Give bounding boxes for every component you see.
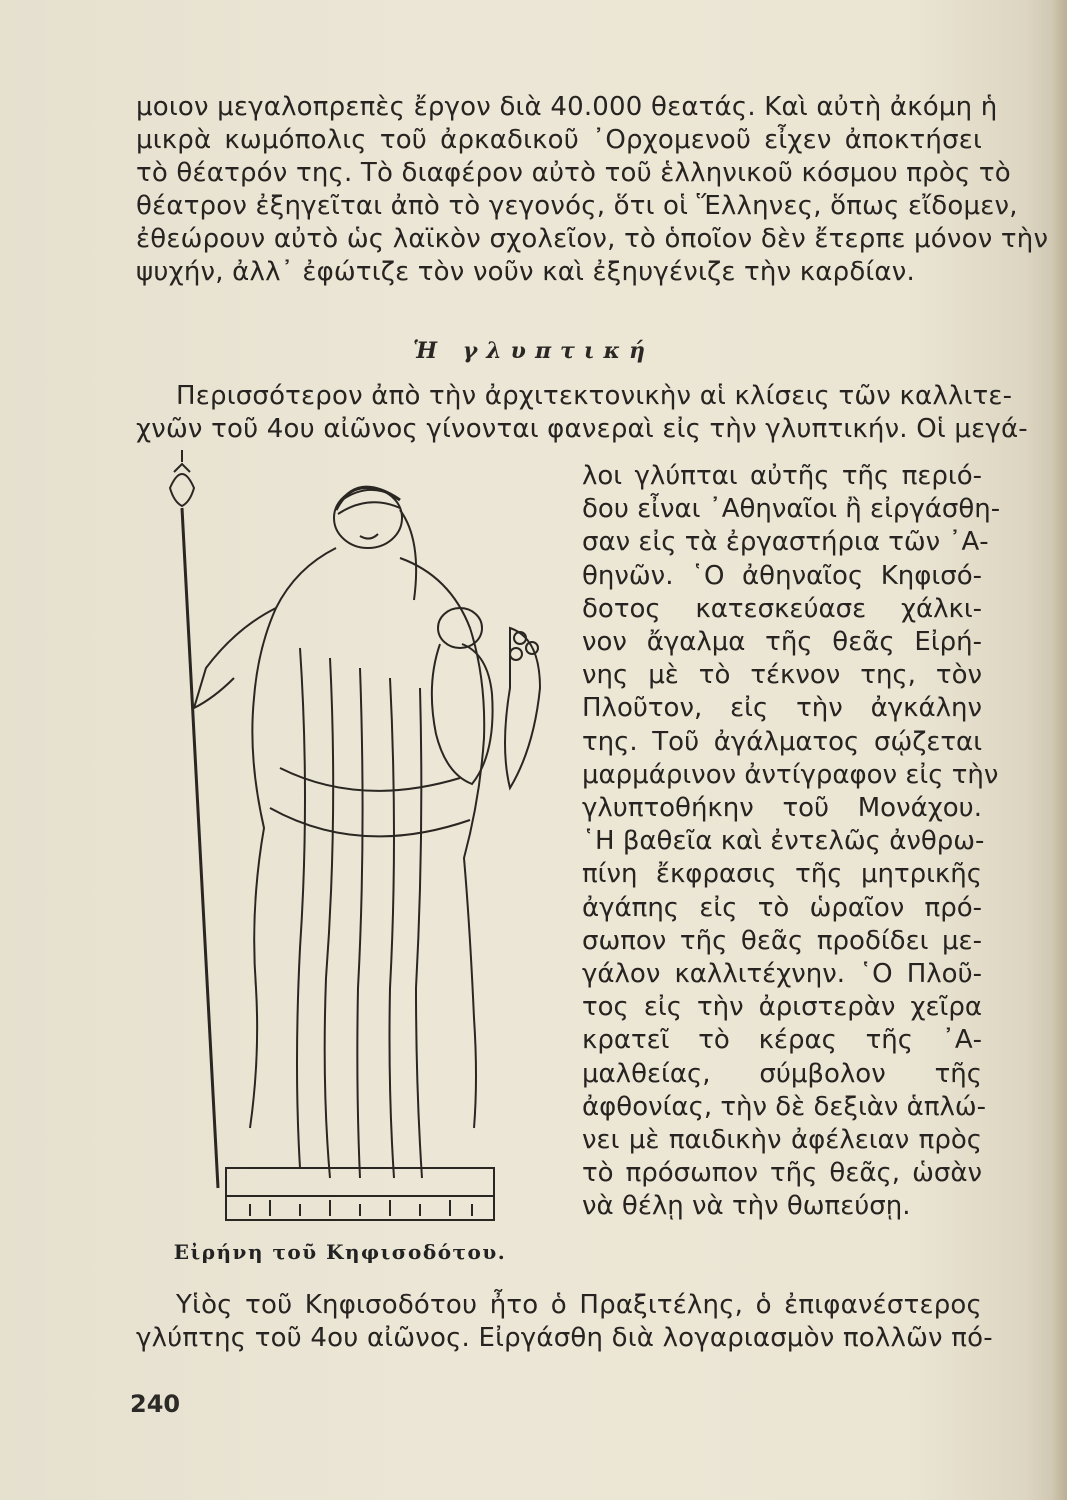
text-line: θηνῶν. ῾Ο ἀθηναῖος Κηφισό- (582, 560, 982, 591)
text-line: γλύπτης τοῦ 4ου αἰῶνος. Εἰργάσθη διὰ λογαριασμὸν πολλῶν πό- (136, 1323, 993, 1353)
text-line: Περισσότερον ἀπὸ τὴν ἀρχιτεκτονικὴν αἱ κλίσεις τῶν καλλιτε- (176, 381, 1013, 411)
text-line: μαρμάρινον ἀντίγραφον εἰς τὴν (582, 759, 999, 790)
figure-caption: Εἰρήνη τοῦ Κηφισοδότου. (173, 1240, 507, 1264)
page-number: 240 (130, 1390, 181, 1418)
paragraph-praxiteles (136, 1289, 993, 1355)
text-line: γλυπτοθήκην τοῦ Μονάχου. (582, 793, 982, 824)
text-line: σαν εἰς τὰ ἐργαστήρια τῶν ᾿Α- (582, 527, 989, 558)
text-line: χνῶν τοῦ 4ου αἰῶνος γίνονται φανεραὶ εἰς τὴν γλυπτικήν. Οἱ μεγά- (136, 414, 1028, 444)
text-line: της. Τοῦ ἀγάλματος σῴζεται (582, 726, 982, 757)
text-line: λοι γλύπται αὐτῆς τῆς περιό- (582, 461, 982, 491)
text-line: μοιον μεγαλοπρεπὲς ἔργον διὰ 40.000 θεατάς. Καὶ αὐτὴ ἀκόμη ἡ (136, 92, 998, 122)
text-line: ψυχήν, ἀλλ᾿ ἐφώτιζε τὸν νοῦν καὶ ἐξηυγένιζε τὴν καρδίαν. (136, 257, 915, 287)
section-heading: Ἡ γλυπτική (413, 338, 654, 364)
text-line: νει μὲ παιδικὴν ἀφέλειαν πρὸς (582, 1125, 982, 1156)
paragraph-theatre (136, 91, 1049, 289)
text-line: μαλθείας, σύμβολον τῆς (582, 1058, 982, 1089)
text-line: νον ἄγαλμα τῆς θεᾶς Εἰρή- (582, 627, 982, 658)
column-text (582, 460, 1001, 1224)
text-line: γάλον καλλιτέχνην. ῾Ο Πλοῦ- (582, 959, 982, 990)
text-line: σωπον τῆς θεᾶς προδίδει με- (582, 925, 982, 956)
text-line: δου εἶναι ᾿Αθηναῖοι ἢ εἰργάσθη- (582, 494, 1001, 525)
text-line: τὸ θέατρόν της. Τὸ διαφέρον αὐτὸ τοῦ ἑλληνικοῦ κόσμου πρὸς τὸ (136, 158, 1011, 188)
text-line: τὸ πρόσωπον τῆς θεᾶς, ὡσὰν (582, 1158, 982, 1189)
text-line: μικρὰ κωμόπολις τοῦ ἀρκαδικοῦ ᾿Ορχομενοῦ εἶχεν ἀποκτήσει (136, 125, 982, 155)
text-line: Υἱὸς τοῦ Κηφισοδότου ἦτο ὁ Πραξιτέλης, ὁ ἐπιφανέστερος (176, 1290, 982, 1320)
text-line: δοτος κατεσκεύασε χάλκι- (582, 593, 982, 624)
paragraph-sculpture-intro (136, 380, 1028, 446)
text-line: τος εἰς τὴν ἀριστερὰν χεῖρα (582, 992, 982, 1023)
text-line: ῾Η βαθεῖα καὶ ἐντελῶς ἀνθρω- (582, 826, 985, 857)
text-line: ἐθεώρουν αὐτὸ ὡς λαϊκὸν σχολεῖον, τὸ ὁποῖον δὲν ἔτερπε μόνον τὴν (136, 224, 1049, 254)
text-line: κρατεῖ τὸ κέρας τῆς ᾿Α- (582, 1025, 982, 1056)
text-line: ἀγάπης εἰς τὸ ὡραῖον πρό- (582, 892, 982, 923)
text-line: πίνη ἔκφρασις τῆς μητρικῆς (582, 859, 982, 890)
text-line: θέατρον ἐξηγεῖται ἀπὸ τὸ γεγονός, ὅτι οἱ Ἕλληνες, ὅπως εἴδομεν, (136, 191, 1018, 221)
text-line: νης μὲ τὸ τέκνον της, τὸν (582, 660, 982, 691)
page-edge-shadow (1053, 0, 1067, 1500)
text-line: νὰ θέλῃ νὰ τὴν θωπεύσῃ. (582, 1191, 911, 1222)
statue-illustration (160, 448, 560, 1248)
text-line: ἀφθονίας, τὴν δὲ δεξιὰν ἁπλώ- (582, 1091, 987, 1122)
text-line: Πλοῦτον, εἰς τὴν ἀγκάλην (582, 693, 982, 724)
